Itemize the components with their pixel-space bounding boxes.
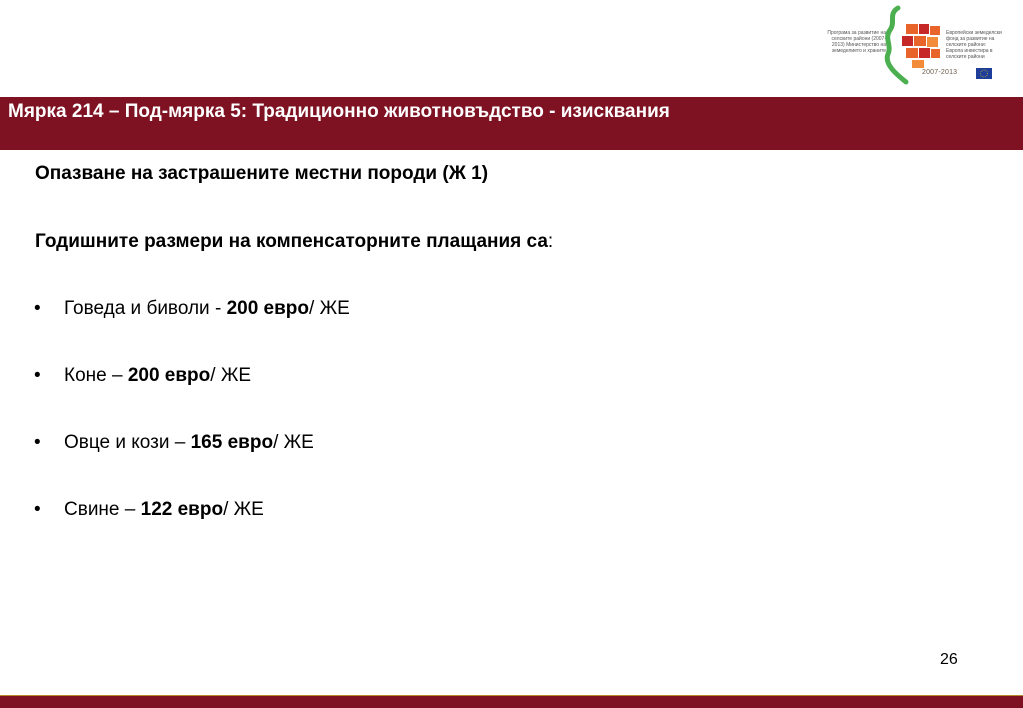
payments-heading-text: Годишните размери на компенсаторните плащания са bbox=[35, 231, 548, 252]
bullet-amount: 200 евро bbox=[127, 365, 211, 386]
bullet-unit: / ЖЕ bbox=[210, 365, 252, 386]
logo-left-caption: Програма за развитие на селските райони (2007-2013) Министерство на земеделието и храните bbox=[827, 30, 886, 54]
bullet-label: Коне – bbox=[64, 365, 128, 386]
bullet-item bbox=[34, 432, 314, 454]
logo-right-caption: Европейски земеделски фонд за развитие на селските райони: Европа инвестира в селските райони bbox=[946, 30, 1002, 60]
bullet-item bbox=[34, 499, 264, 521]
bullet-marker: • bbox=[34, 298, 41, 319]
bullet-item bbox=[34, 298, 350, 320]
bullet-amount: 165 евро bbox=[190, 432, 274, 453]
logo-year: 2007-2013 bbox=[922, 69, 958, 76]
bullet-marker: • bbox=[34, 365, 41, 386]
subtitle-heading: Опазване на застрашените местни породи (Ж 1) bbox=[35, 163, 489, 184]
bullet-label: Свине – bbox=[64, 499, 141, 520]
bullet-unit: / ЖЕ bbox=[309, 298, 350, 319]
bullet-marker: • bbox=[34, 499, 41, 520]
slide-title: Мярка 214 – Под-мярка 5: Традиционно животновъдство - изисквания bbox=[8, 101, 670, 122]
bullet-label: Говеда и биволи - bbox=[64, 298, 227, 319]
payments-heading-colon: : bbox=[547, 231, 554, 252]
payments-heading bbox=[35, 231, 553, 253]
bullet-amount: 200 евро bbox=[226, 298, 310, 319]
bullet-amount: 122 евро bbox=[140, 499, 224, 520]
page-number: 26 bbox=[940, 651, 958, 668]
bullet-label: Овце и кози – bbox=[64, 432, 191, 453]
bullet-unit: / ЖЕ bbox=[273, 432, 314, 453]
bullet-marker: • bbox=[34, 432, 41, 453]
bottom-bar bbox=[0, 696, 1023, 708]
bullet-item bbox=[34, 365, 251, 387]
bullet-unit: / ЖЕ bbox=[223, 499, 264, 520]
